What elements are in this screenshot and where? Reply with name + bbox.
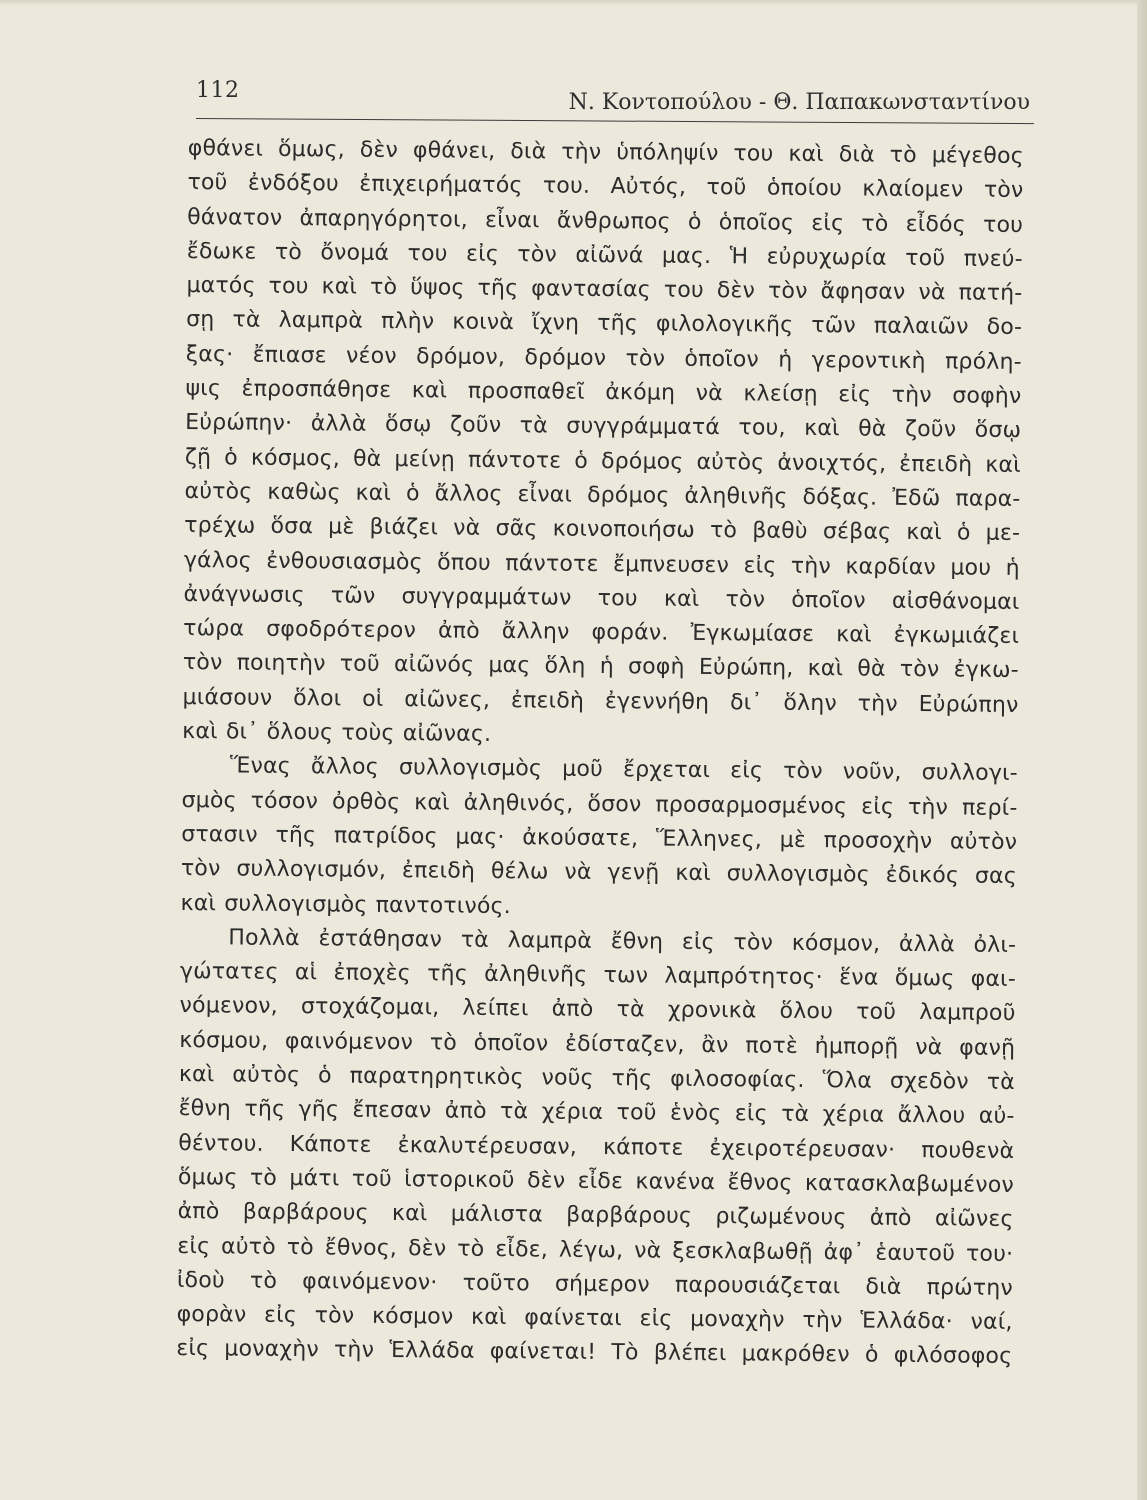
text-line: τὸν ποιητὴν τοῦ αἰῶνός μας ὅλη ἡ σοφὴ Εὐρώπη, καὶ θὰ τὸν ἐγκω- xyxy=(182,650,1019,684)
text-line: τοῦ ἐνδόξου ἐπιχειρήματός του. Αὐτός, τοῦ ὁποίου κλαίομεν τὸν xyxy=(187,170,1024,204)
text-line: θάνατον ἀπαρηγόρητοι, εἶναι ἄνθρωπος ὁ ὁποῖος εἰς τὸ εἶδός του xyxy=(187,204,1024,238)
text-line: εἰς μοναχὴν τὴν Ἑλλάδα φαίνεται! Τὸ βλέπει μακρόθεν ὁ φιλόσοφος xyxy=(176,1336,1013,1370)
running-head: Ν. Κοντοπούλου - Θ. Παπακωνσταντίνου xyxy=(568,90,1030,115)
text-line: ἔθνη τῆς γῆς ἔπεσαν ἀπὸ τὰ χέρια τοῦ ἑνὸς εἰς τὰ χέρια ἄλλου αὐ- xyxy=(178,1096,1015,1130)
text-line: θέντου. Κάποτε ἐκαλυτέρευσαν, κάποτε ἐχειροτέρευσαν· πουθενὰ xyxy=(178,1130,1015,1164)
text-line: ἔδωκε τὸ ὄνομά του εἰς τὸν αἰῶνά μας. Ἡ εὐρυχωρία τοῦ πνεύ- xyxy=(186,238,1023,272)
paragraph-start-line: Πολλὰ ἐστάθησαν τὰ λαμπρὰ ἔθνη εἰς τὸν κόσμον, ἀλλὰ ὀλι- xyxy=(228,925,1017,958)
body-text xyxy=(176,132,1024,1375)
page-top-edge xyxy=(0,0,1147,6)
text-line: σμὸς τόσον ὀρθὸς καὶ ἀληθινός, ὅσον προσαρμοσμένος εἰς τὴν περί- xyxy=(181,787,1018,821)
paragraph-end-line: καὶ δι᾿ ὅλους τοὺς αἰῶνας. xyxy=(182,719,492,747)
text-line: καὶ αὐτὸς ὁ παρατηρητικὸς νοῦς τῆς φιλοσοφίας. Ὅλα σχεδὸν τὰ xyxy=(178,1061,1016,1095)
text-line: ξας· ἔπιασε νέον δρόμον, δρόμον τὸν ὁποῖον ἡ γεροντικὴ πρόλη- xyxy=(185,341,1022,375)
text-line: τὸν συλλογισμόν, ἐπειδὴ θέλω νὰ γενῇ καὶ συλλογισμὸς ἐδικός σας xyxy=(180,856,1018,890)
text-line: φορὰν εἰς τὸν κόσμον καὶ φαίνεται εἰς μοναχὴν τὴν Ἑλλάδα· ναί, xyxy=(176,1302,1013,1336)
text-line: νόμενον, στοχάζομαι, λείπει ἀπὸ τὰ χρονικὰ ὅλου τοῦ λαμπροῦ xyxy=(179,993,1016,1027)
text-line: ἀνάγνωσις τῶν συγγραμμάτων του καὶ τὸν ὁποῖον αἰσθάνομαι xyxy=(183,581,1020,615)
text-line: ἀπὸ βαρβάρους καὶ μάλιστα βαρβάρους ριζωμένους ἀπὸ αἰῶνες xyxy=(177,1199,1014,1233)
text-line: ζῇ ὁ κόσμος, θὰ μείνῃ πάντοτε ὁ δρόμος αὐτὸς ἀνοιχτός, ἐπειδὴ καὶ xyxy=(184,444,1021,478)
text-line: τώρα σφοδρότερον ἀπὸ ἄλλην φοράν. Ἐγκωμίασε καὶ ἐγκωμιάζει xyxy=(183,616,1020,650)
text-line: στασιν τῆς πατρίδος μας· ἀκούσατε, Ἕλληνες, μὲ προσοχὴν αὐτὸν xyxy=(181,821,1018,855)
text-line: ἰδοὺ τὸ φαινόμενον· τοῦτο σήμερον παρουσιάζεται διὰ πρώτην xyxy=(176,1267,1014,1301)
text-line: κόσμου, φαινόμενον τὸ ὁποῖον ἐδίσταζεν, ἂν ποτὲ ἠμπορῇ νὰ φανῇ xyxy=(179,1027,1016,1061)
header-rule xyxy=(196,118,1034,124)
page-number: 112 xyxy=(196,78,240,103)
paragraph-start-line: Ἕνας ἄλλος συλλογισμὸς μοῦ ἔρχεται εἰς τὸν νοῦν, συλλογι- xyxy=(229,753,1018,787)
text-line: μιάσουν ὅλοι οἱ αἰῶνες, ἐπειδὴ ἐγεννήθη δι᾿ ὅλην τὴν Εὐρώπην xyxy=(182,684,1019,718)
page-right-edge xyxy=(1137,0,1147,1500)
text-line: ματός του καὶ τὸ ὕψος τῆς φαντασίας του δὲν τὸν ἄφησαν νὰ πατή- xyxy=(186,273,1023,307)
text-line: ὅμως τὸ μάτι τοῦ ἱστορικοῦ δὲν εἶδε κανένα ἔθνος κατασκλαβωμένον xyxy=(177,1164,1015,1198)
text-line: ψις ἐπροσπάθησε καὶ προσπαθεῖ ἀκόμη νὰ κλείσῃ εἰς τὴν σοφὴν xyxy=(185,376,1022,410)
text-line: σῃ τὰ λαμπρὰ πλὴν κοινὰ ἴχνη τῆς φιλολογικῆς τῶν παλαιῶν δο- xyxy=(186,307,1023,341)
text-line: γάλος ἐνθουσιασμὸς ὅπου πάντοτε ἔμπνευσεν εἰς τὴν καρδίαν μου ἡ xyxy=(183,547,1020,581)
text-line: αὐτὸς καθὼς καὶ ὁ ἄλλος εἶναι δρόμος ἀληθινῆς δόξας. Ἐδῶ παρα- xyxy=(184,478,1021,512)
paragraph-end-line: καὶ συλλογισμὸς παντοτινός. xyxy=(180,890,512,919)
text-line: τρέχω ὅσα μὲ βιάζει νὰ σᾶς κοινοποιήσω τὸ βαθὺ σέβας καὶ ὁ με- xyxy=(184,513,1021,547)
text-line: εἰς αὐτὸ τὸ ἔθνος, δὲν τὸ εἶδε, λέγω, νὰ ξεσκλαβωθῇ ἀφ᾿ ἑαυτοῦ του· xyxy=(177,1233,1014,1267)
text-line: Εὐρώπην· ἀλλὰ ὅσῳ ζοῦν τὰ συγγράμματά του, καὶ θὰ ζοῦν ὅσῳ xyxy=(185,410,1022,444)
text-line: γώτατες αἱ ἐποχὲς τῆς ἀληθινῆς των λαμπρότητος· ἕνα ὅμως φαι- xyxy=(179,959,1017,993)
text-line: φθάνει ὅμως, δὲν φθάνει, διὰ τὴν ὑπόληψίν του καὶ διὰ τὸ μέγεθος xyxy=(187,135,1024,170)
